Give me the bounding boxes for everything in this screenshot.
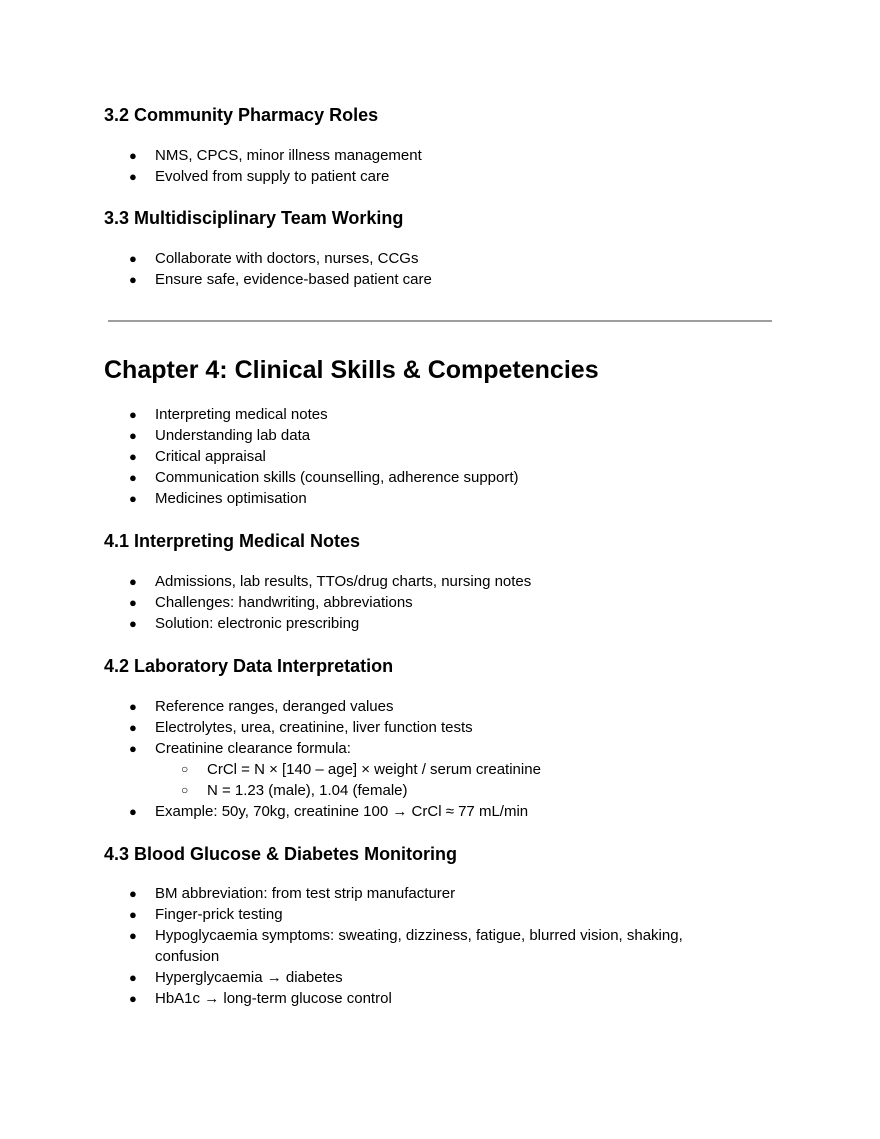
list-item: ● Creatinine clearance formula: [129,740,351,757]
bullet-icon: ● [129,907,137,922]
list-item: ● Critical appraisal [129,448,266,465]
section-3-2-list [0,145,422,187]
list-item: ● Hyperglycaemia → diabetes [129,969,343,986]
bullet-icon: ● [129,699,137,714]
section-3-3-list [0,248,432,290]
section-4-2-list [0,696,541,822]
section-heading-4-2: 4.2 Laboratory Data Interpretation [104,656,394,676]
list-item: ● Reference ranges, deranged values [129,698,394,715]
list-item: ● Interpreting medical notes [129,406,328,423]
sub-list-item: ○ CrCl = N × [140 – age] × weight / serum creatinine [181,761,541,778]
bullet-icon: ● [129,574,137,589]
bullet-icon: ● [129,595,137,610]
bullet-icon: ● [129,616,137,631]
section-heading-4-1: 4.1 Interpreting Medical Notes [104,531,361,551]
bullet-icon: ● [129,148,137,163]
bullet-icon: ● [129,886,137,901]
list-item: ● BM abbreviation: from test strip manufacturer [129,885,456,902]
list-item: ● Evolved from supply to patient care [129,168,390,185]
list-item: ● Hypoglycaemia symptoms: sweating, dizziness, fatigue, blurred vision, shaking, confusion [129,927,683,965]
horizontal-divider [108,320,772,322]
sub-list-item: ○ N = 1.23 (male), 1.04 (female) [181,782,408,799]
chapter-4-list [0,404,519,509]
list-item: ● HbA1c → long-term glucose control [129,990,392,1007]
chapter-title: Chapter 4: Clinical Skills & Competencies [104,356,599,384]
bullet-icon: ● [129,251,137,266]
bullet-icon: ● [129,169,137,184]
bullet-icon: ● [129,928,137,943]
list-item: ● Challenges: handwriting, abbreviations [129,594,413,611]
list-item: ● Ensure safe, evidence-based patient care [129,271,432,288]
list-item: ● Collaborate with doctors, nurses, CCGs [129,250,419,267]
bullet-icon: ● [129,720,137,735]
section-heading-4-3: 4.3 Blood Glucose & Diabetes Monitoring [104,844,458,864]
list-item: ● Medicines optimisation [129,490,307,507]
bullet-icon: ● [129,970,137,985]
section-4-3-list [0,883,725,1009]
bullet-icon: ● [129,449,137,464]
list-item: ● Finger-prick testing [129,906,283,923]
bullet-icon: ● [129,491,137,506]
list-item: ● Solution: electronic prescribing [129,615,360,632]
hollow-bullet-icon: ○ [181,783,189,797]
list-item: ● Communication skills (counselling, adherence support) [129,469,519,486]
bullet-icon: ● [129,804,137,819]
section-heading-3-3: 3.3 Multidisciplinary Team Working [104,208,404,228]
section-heading-3-2: 3.2 Community Pharmacy Roles [104,105,379,125]
bullet-icon: ● [129,272,137,287]
list-item: ● Example: 50y, 70kg, creatinine 100 → CrCl ≈ 77 mL/min [129,803,529,820]
list-item: ● Understanding lab data [129,427,311,444]
bullet-icon: ● [129,470,137,485]
bullet-icon: ● [129,991,137,1006]
bullet-icon: ● [129,407,137,422]
section-4-1-list [0,571,531,634]
list-item: ● Admissions, lab results, TTOs/drug charts, nursing notes [129,573,532,590]
list-item: ● NMS, CPCS, minor illness management [129,147,422,164]
list-item: ● Electrolytes, urea, creatinine, liver function tests [129,719,473,736]
bullet-icon: ● [129,428,137,443]
hollow-bullet-icon: ○ [181,762,189,776]
bullet-icon: ● [129,741,137,756]
